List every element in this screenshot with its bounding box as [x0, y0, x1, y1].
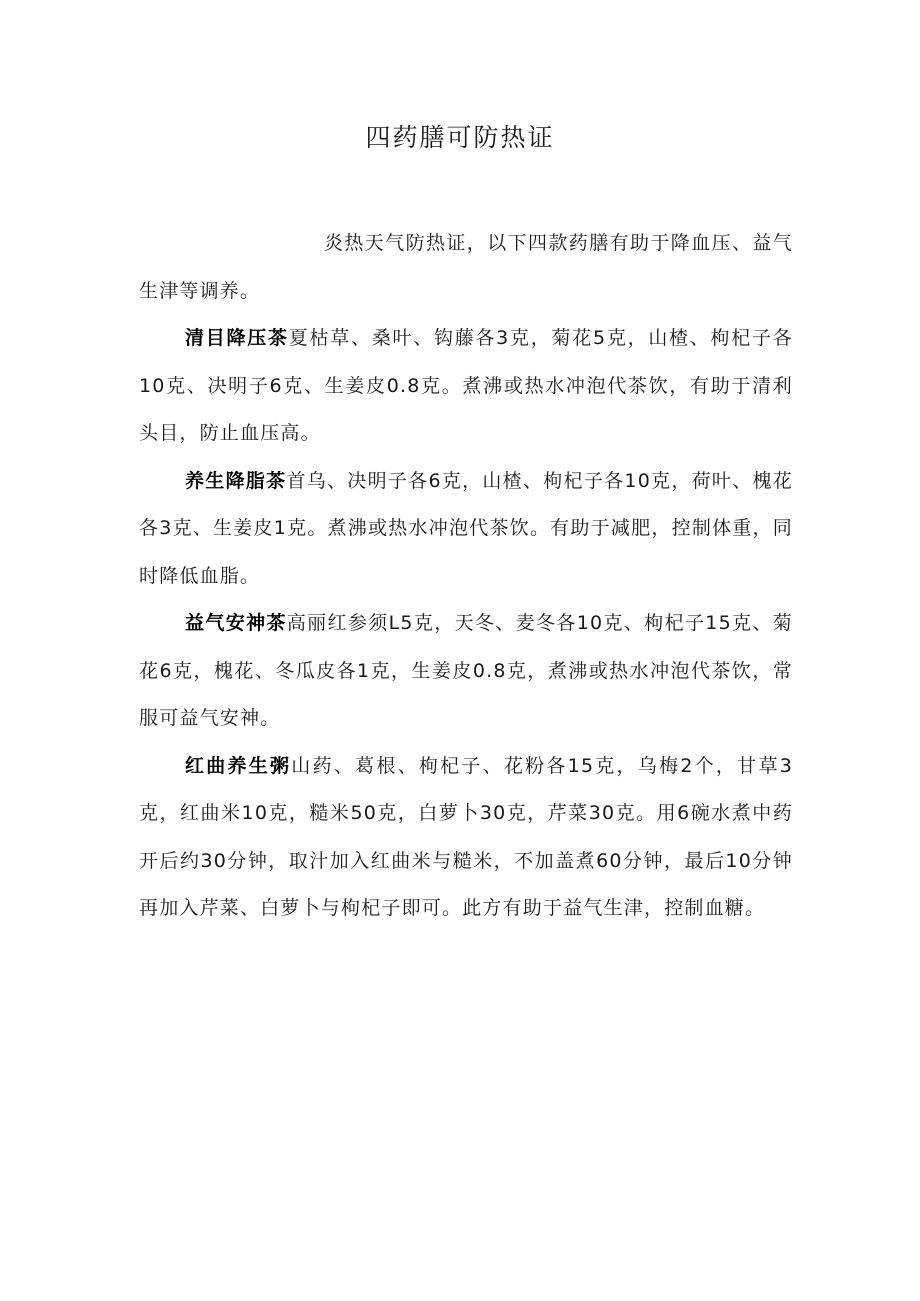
intro-paragraph: 炎热天气防热证，以下四款药膳有助于降血压、益气生津等调养。 — [139, 232, 793, 302]
recipe-paragraph-2 — [139, 458, 793, 601]
recipe-name-2: 养生降脂茶 — [185, 469, 287, 492]
document-title: 四药膳可防热证 — [365, 123, 555, 152]
recipe-name-1: 清目降压茶 — [185, 327, 289, 349]
recipe-paragraph-3 — [139, 600, 793, 743]
recipe-text-3: 高丽红参须L5克，天冬、麦冬各10克、枸杞子15克、菊花6克，槐花、冬瓜皮各1克，生姜皮0.8克，煮沸或热水冲泡代茶饮，常服可益气安神。 — [139, 612, 793, 729]
recipe-paragraph-4 — [139, 743, 793, 933]
recipe-text-1: 夏枯草、桑叶、钩藤各3克，菊花5克，山楂、枸杞子各10克、决明子6克、生姜皮0.8克。煮沸或热水冲泡代茶饮，有助于清利头目，防止血压高。 — [139, 327, 793, 444]
recipe-name-3: 益气安神茶 — [185, 612, 287, 634]
recipe-name-4: 红曲养生粥 — [185, 754, 292, 777]
recipe-text-4: 山药、葛根、枸杞子、花粉各15克，乌梅2个，甘草3克，红曲米10克，糙米50克，白萝卜30克，芹菜30克。用6碗水煮中药开后约30分钟，取汁加入红曲米与糙米，不加盖煮60分钟，最后10分钟再加入芹菜、白萝卜与枸杞子即可。此方有助于益气生津，控制血糖。 — [139, 754, 793, 919]
recipe-paragraph-1 — [139, 315, 793, 458]
document-body — [139, 220, 793, 933]
recipe-text-2: 首乌、决明子各6克，山楂、枸杞子各10克，荷叶、槐花各3克、生姜皮1克。煮沸或热水冲泡代茶饮。有助于减肥，控制体重，同时降低血脂。 — [139, 469, 793, 587]
